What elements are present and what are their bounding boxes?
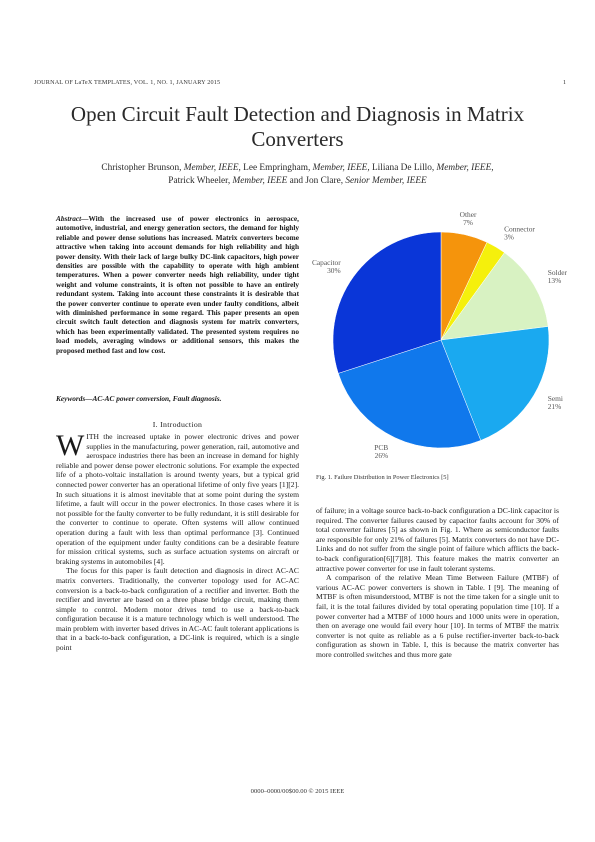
intro-paragraph <box>56 429 299 566</box>
author-name: Lee Empringham, <box>243 163 311 173</box>
abstract-label: Abstract <box>56 214 82 223</box>
slice-percent: 13% <box>547 275 562 285</box>
page-number: 1 <box>563 79 567 86</box>
figure-caption: Fig. 1. Failure Distribution in Power Electronics [5] <box>316 474 449 481</box>
abstract-text: —With the increased use of power electronics in aerospace, automotive, industrial, and energy generation sectors, the demand for highly reliable and power dense solutions has increased. Matrix converters become attractive when taking into account demands for high reliability and high power density. With their lack of large bulky DC-link capacitors, high power densities are possible with the capability to operate with high ambient temperatures. When a power converter needs high reliability, under tight weight and volume constraints, it is often not possible to have an entirely redundant system. Taking into account these constraints it is desirable that the power converter continue to operate even under faulty conditions, albeit with diminished performance in some regard. This paper presents an open circuit switch fault detection and diagnosis system for matrix converters, which has been experimentally validated. The presented system requires no load models, averaging windows or additional sensors, this makes the proposed method fast and low cost. <box>56 214 299 355</box>
failure-pie-chart <box>311 208 568 470</box>
body-paragraph: A comparison of the relative Mean Time Between Failure (MTBF) of various AC-AC power converters is shown in Table. I [9]. The meaning of MTBF is often misunderstood, MTBF is not the time taken for a single unit to fail, it is the total failures divided by total operating population time [10]. If a power converter had a MTBF of 1000 hours and 1000 units were in operation, then on average one would fail every hour [10]. In terms of MTBF the matrix converter is not quite as reliable as a 6 pulse rectifier-inverter back-to-back configuration as shown in Table. I, this is because the matrix converter has more controlled switches and thus more gate <box>316 573 559 659</box>
abstract <box>56 214 299 355</box>
pie-slices <box>333 232 549 448</box>
intro-paragraph: The focus for this paper is fault detection and diagnosis in direct AC-AC matrix converters. Traditionally, the converter topology used for AC-AC conversion is a back-to-back configuration of a rectifier and inverter. Both the rectifier and inverter are based on a three phase bridge circuit, making them simple to control. Modern motor drives tend to use a back-to-back configuration because it is a mature technology which is well understood. The main problem with inverter based drives in AC-AC fault tolerant applications is that in a back-to-back configuration, a DC-link is required, which is a single point <box>56 566 299 653</box>
slice-label: Semi <box>547 394 563 404</box>
slice-percent: 26% <box>374 451 389 461</box>
slice-percent: 3% <box>504 232 514 242</box>
body-paragraph: of failure; in a voltage source back-to-back configuration a DC-link capacitor is required. The converter failures caused by capacitor faults account for 30% of total converter failures [5] as shown in Fig. 1. Where as semiconductor faults are responsible for only 21% of failures [5]. Matrix converters do not have DC-Links and do not suffer from the single point of failure which afflicts the back-to-back configuration[6][7][8]. This feature makes the matrix converter an attractive power converter for use in fault tolerant systems. <box>316 506 559 573</box>
copyright-footer: 0000–0000/00$00.00 © 2015 IEEE <box>250 788 345 795</box>
author-name: Liliana De Lillo, <box>372 163 435 173</box>
intro-paragraph-text: ITH the increased uptake in power electronic drives and power supplies in the manufacturing, power generation, rail, automotive and aerospace industries there has been an increase in demand for highly reliable and power dense power electronic solutions. For example the expected life of a photo-voltaic installation is around twenty years, but a typical grid connected power converter has an operational lifetime of only five years [1][2]. In such situations it is almost inevitable that at some point during the system lifetime, a fault will occur in the power electronics. In those cases where it is not possible for the faulty converter to be fully redundant, it is still desirable for the converter to continue to operate. Often systems will allow continued operation during a fault with less than optimal performance [3]. Continued operation of the equipment under faulty conditions can be a desirable feature for mission critical systems, such as surface actuation systems on aircraft or braking systems in automobiles [4]. <box>56 432 299 566</box>
drop-cap: W <box>56 429 85 462</box>
author-name: Patrick Wheeler, <box>168 176 231 186</box>
slice-percent: 30% <box>327 266 341 276</box>
introduction-column <box>56 429 299 653</box>
paper-title: Open Circuit Fault Detection and Diagnosis in Matrix Converters <box>70 102 525 151</box>
section-heading: I. Introduction <box>152 420 203 429</box>
author-list <box>40 162 555 188</box>
running-head: JOURNAL OF LaTeX TEMPLATES, VOL. 1, NO. 1, JANUARY 2015 <box>34 79 221 86</box>
keywords: Keywords—AC-AC power conversion, Fault diagnosis. <box>56 394 222 403</box>
author-affiliation: Member, IEEE, <box>436 163 494 173</box>
slice-label: Solder <box>547 267 568 277</box>
author-name: Christopher Brunson, <box>101 163 182 173</box>
author-affiliation: Member, IEEE, <box>183 163 241 173</box>
author-affiliation: Member, IEEE <box>232 176 288 186</box>
right-column-text <box>316 506 559 660</box>
slice-label: Capacitor <box>311 258 341 268</box>
slice-percent: 7% <box>463 217 473 227</box>
slice-label: Connector <box>504 224 535 234</box>
slice-label: PCB <box>374 443 389 453</box>
author-name: and Jon Clare, <box>289 176 344 186</box>
slice-percent: 21% <box>547 402 562 412</box>
slice-label: Other <box>459 209 477 219</box>
author-affiliation: Member, IEEE, <box>312 163 370 173</box>
author-affiliation: Senior Member, IEEE <box>345 176 427 186</box>
